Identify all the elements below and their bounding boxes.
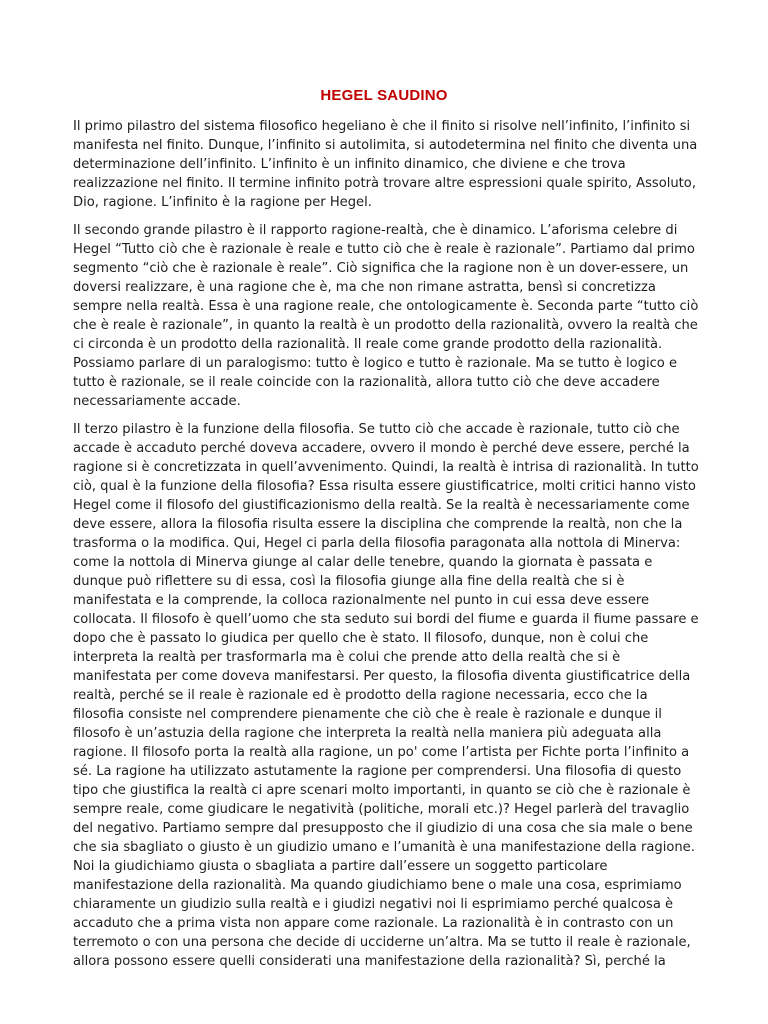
paragraph-second-pillar: Il secondo grande pilastro è il rapporto ragione-realtà, che è dinamico. L’aforisma celebre di Hegel “Tutto ciò che è razionale è reale e tutto ciò che è reale è razionale”. Partiamo dal primo segmento “ciò che è razionale è reale”. Ciò significa che la ragione non è un dover-essere, un doversi realizzare, è una ragione che è, ma che non rimane astratta, bensì si concretizza sempre nella realtà. Essa è una ragione reale, che ontologicamente è. Seconda parte “tutto ciò che è reale è razionale”, in quanto la realtà è un prodotto della razionalità, ovvero la realtà che ci circonda è un prodotto della razionalità. Il reale come grande prodotto della razionalità. Possiamo parlare di un paralogismo: tutto è logico e tutto è razionale. Ma se tutto è logico e tutto è razionale, se il reale coincide con la razionalità, allora tutto ciò che deve accadere necessariamente accade. — [73, 223, 699, 409]
document-body — [73, 117, 699, 980]
paragraph-third-pillar: Il terzo pilastro è la funzione della filosofia. Se tutto ciò che accade è razionale, tutto ciò che accade è accaduto perché doveva accadere, ovvero il mondo è perché deve essere, perché la ragione si è concretizzata in quell’avvenimento. Quindi, la realtà è intrisa di razionalità. In tutto ciò, qual è la funzione della filosofia? Essa risulta essere giustificatrice, molti critici hanno visto Hegel come il filosofo del giustificazionismo della realtà. Se la realtà è necessariamente come deve essere, allora la filosofia risulta essere la disciplina che comprende la realtà, non che la trasforma o la modifica. Qui, Hegel ci parla della filosofia paragonata alla nottola di Minerva: come la nottola di Minerva giunge al calar delle tenebre, quando la giornata è passata e dunque può riflettere su di essa, così la filosofia giunge alla fine della realtà che si è manifestata e la comprende, la colloca razionalmente nel punto in cui essa deve essere collocata. Il filosofo è quell’uomo che sta seduto sui bordi del fiume e guarda il fiume passare e dopo che è passato lo giudica per quello che è stato. Il filosofo, dunque, non è colui che interpreta la realtà per trasformarla ma è colui che prende atto della realtà che si è manifestata per come doveva manifestarsi. Per questo, la filosofia diventa giustificatrice della realtà, perché se il reale è razionale ed è prodotto della ragione necessaria, ecco che la filosofia consiste nel comprendere pienamente che ciò che è reale è razionale e dunque il filosofo è un’astuzia della ragione che interpreta la realtà nella maniera più adeguata alla ragione. Il filosofo porta la realtà alla ragione, un po' come l’artista per Fichte porta l’infinito a sé. La ragione ha utilizzato astutamente la ragione per comprendersi. Una filosofia di questo tipo che giustifica la realtà ci apre scenari molto importanti, in quanto se ciò che è razionale è sempre reale, come giudicare le negatività (politiche, morali etc.)? Hegel parlerà del travaglio del negativo. Partiamo sempre dal presupposto che il giudizio di una cosa che sia male o bene che sia sbagliato o giusto è un giudizio umano e l’umanità è una manifestazione della ragione. Noi la giudichiamo giusta o sbagliata a partire dall’essere un soggetto particolare manifestazione della razionalità. Ma quando giudichiamo bene o male una cosa, esprimiamo chiaramente un giudizio sulla realtà e i giudizi negativi noi li esprimiamo perché qualcosa è accaduto che a prima vista non appare come razionale. La razionalità è in contrasto con un terremoto o con una persona che decide di ucciderne un’altra. Ma se tutto il reale è razionale, allora possono essere quelli considerati una manifestazione della razionalità? Sì, perché la — [73, 422, 699, 969]
paragraph-first-pillar: Il primo pilastro del sistema filosofico hegeliano è che il finito si risolve nell’infinito, l’infinito si manifesta nel finito. Dunque, l’infinito si autolimita, si autodetermina nel finito che diventa una determinazione dell’infinito. L’infinito è un infinito dinamico, che diviene e che trova realizzazione nel finito. Il termine infinito potrà trovare altre espressioni quale spirito, Assoluto, Dio, ragione. L’infinito è la ragione per Hegel. — [73, 119, 698, 210]
document-title: HEGEL SAUDINO — [320, 87, 448, 104]
